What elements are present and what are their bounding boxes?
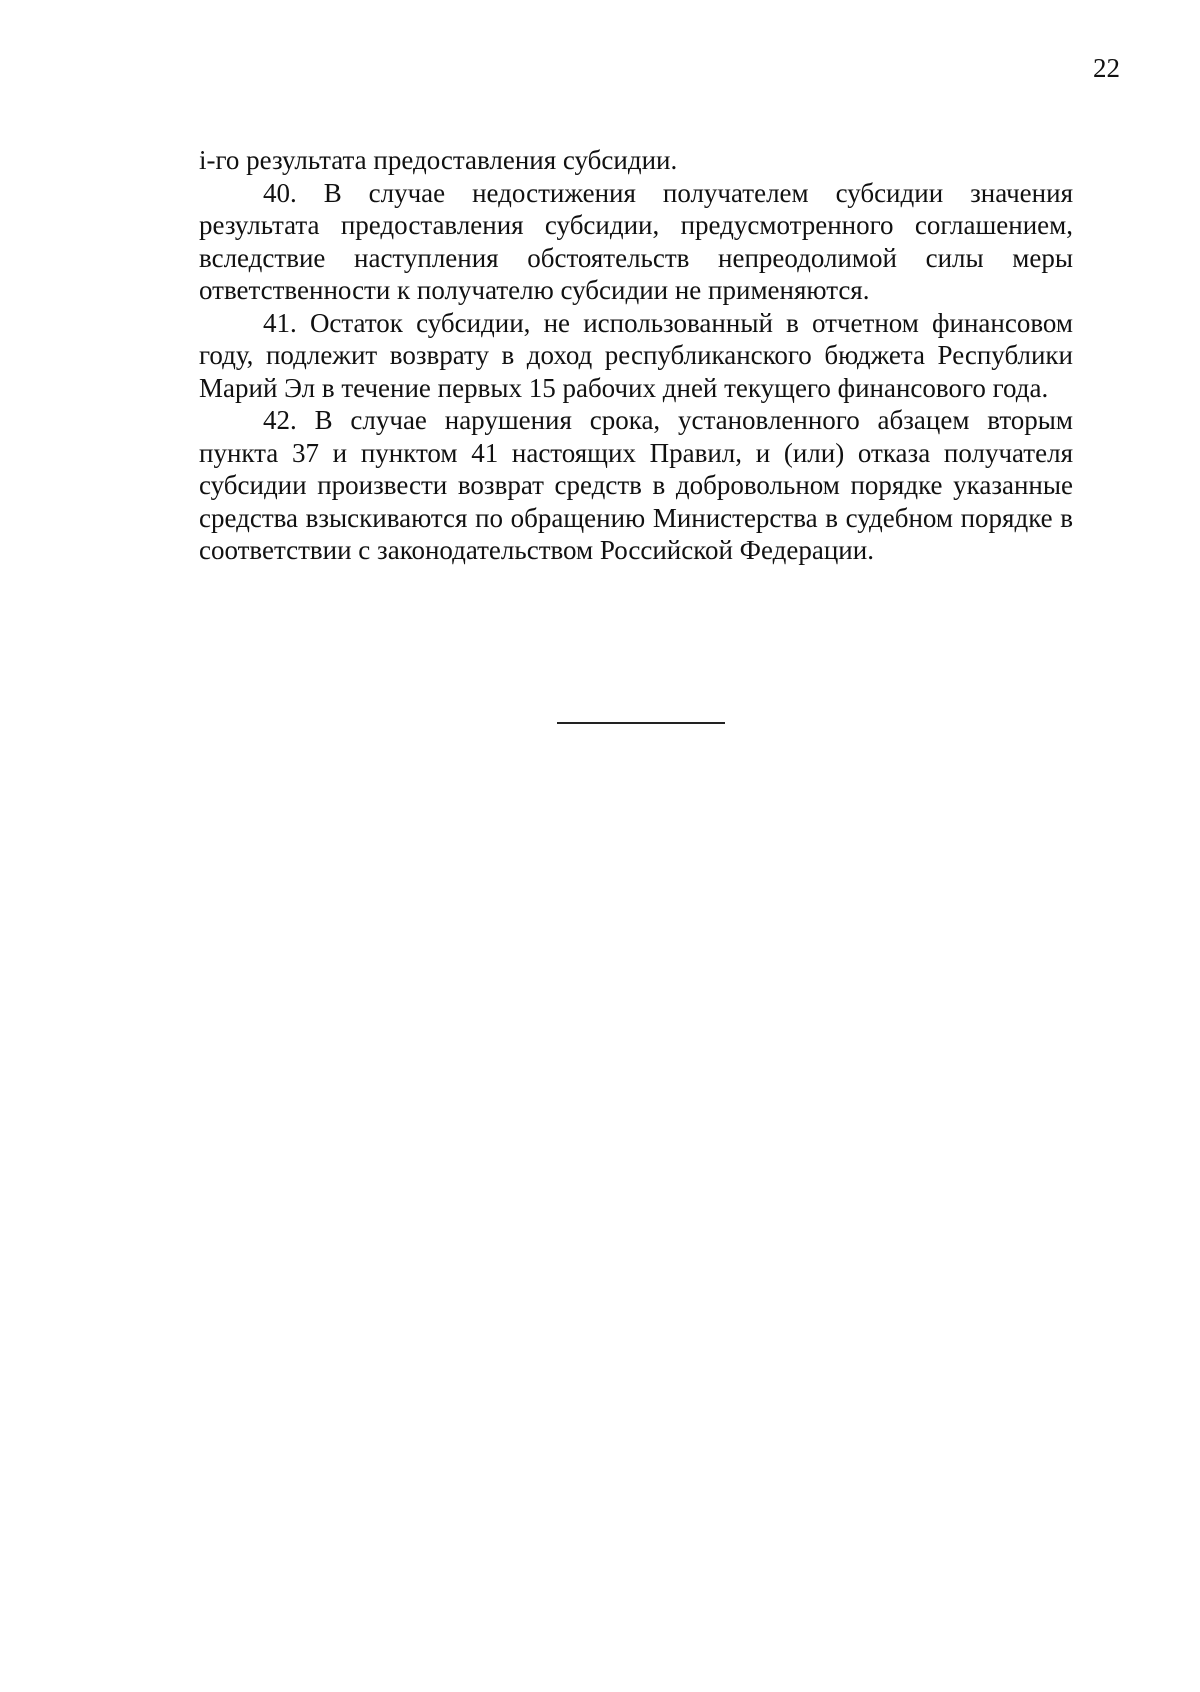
document-body (199, 144, 1073, 567)
paragraph-41: 41. Остаток субсидии, не использованный в отчетном финансовом году, подлежит возврату в доход республиканского бюджета Республики Марий Эл в течение первых 15 рабочих дней текущего финансового года. (199, 307, 1073, 403)
paragraph-continuation: i-го результата предоставления субсидии. (199, 145, 678, 175)
paragraph-42: 42. В случае нарушения срока, установленного абзацем вторым пункта 37 и пунктом 41 настоящих Правил, и (или) отказа получателя субсидии произвести возврат средств в добровольном порядке указанные средства взыскиваются по обращению Министерства в судебном порядке в соответствии с законодательством Российской Федерации. (199, 405, 1073, 565)
end-of-document-rule (557, 722, 725, 724)
page-number: 22 (1093, 53, 1120, 83)
paragraph-40: 40. В случае недостижения получателем субсидии значения результата предоставления субсидии, предусмотренного соглашением, вследствие наступления обстоятельств непреодолимой силы меры ответственности к получателю субсидии не применяются. (199, 177, 1073, 305)
